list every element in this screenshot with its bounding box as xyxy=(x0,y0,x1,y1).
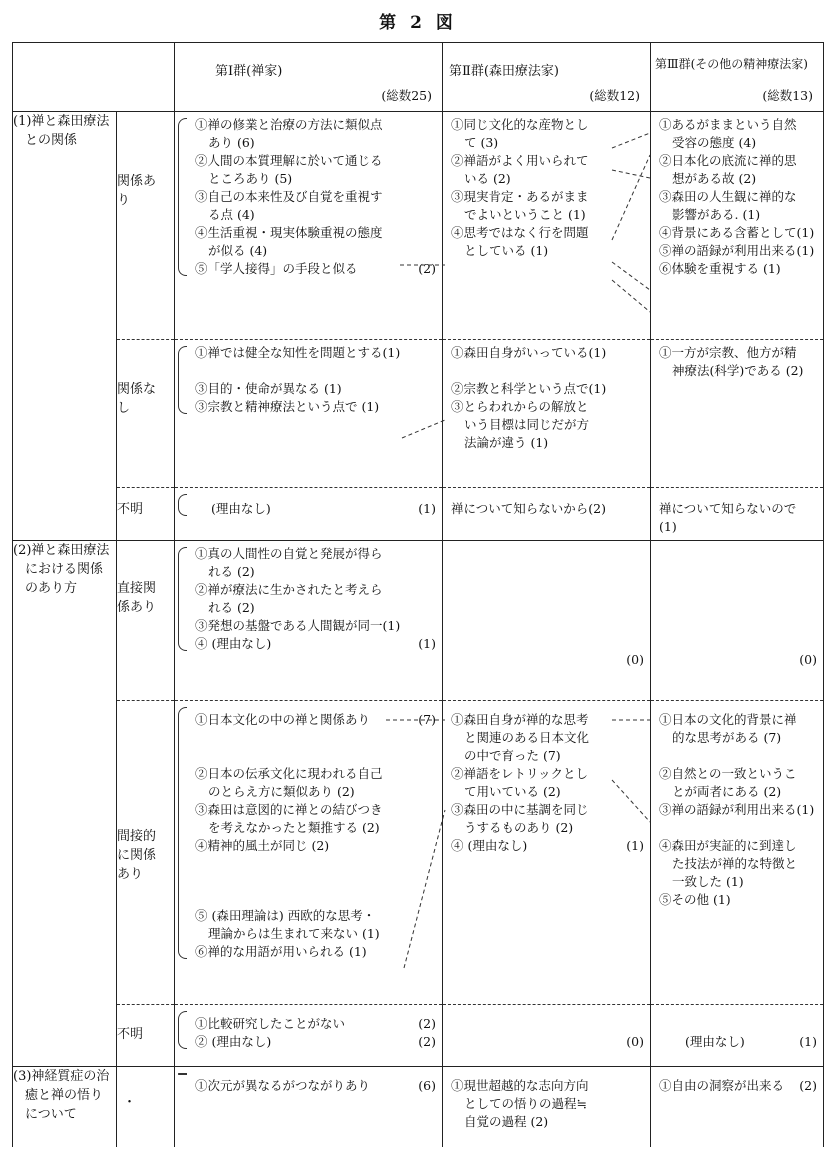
s2-unknown-g1: ①比較研究したことがない (2) ② (理由なし) (2) xyxy=(175,1005,443,1067)
header-group-1: 第Ⅰ群(禅家) (総数25) xyxy=(175,43,443,112)
s1-unknown-g1: (理由なし) (1) xyxy=(175,488,443,541)
s1-related-label: 関係あ り xyxy=(117,112,175,340)
figure-title: 第 2 図 xyxy=(379,13,457,33)
header-group-2: 第Ⅱ群(森田療法家) (総数12) xyxy=(443,43,651,112)
s2-indirect-g2: ①森田自身が禅的な思考 と関連のある日本文化 の中で育った (7) ②禅語をレトリックとし て用いている (2) ③森田の中に基調を同じ うするものあり (2) ④ (理由なし) (1) xyxy=(443,701,651,1005)
s1-related-g3: ①あるがままという自然 受容の態度 (4) ②日本化の底流に禅的思 想がある故 (2) ③森田の人生観に禅的な 影響がある. (1) ④背景にある含蓄として(1) ⑤禅の語録が利用出来る(1) ⑥体験を重視する (1) xyxy=(651,112,824,340)
s2-unknown-row xyxy=(13,1005,824,1067)
s2-indirect-g3: ①日本の文化的背景に禅 的な思考がある (7) ②自然との一致というこ とが両者にある (2) ③禅の語録が利用出来る(1) ④森田が実証的に到達し た技法が禅的な特徴と 一致した (1) ⑤その他 (1) xyxy=(651,701,824,1005)
s1-category: (1)禅と森田療法 との関係 xyxy=(13,112,117,541)
s1-unrelated-g3: ①一方が宗教、他方が精 神療法(科学)である (2) xyxy=(651,340,824,488)
s3-category: (3)神経質症の治 癒と禅の悟り について xyxy=(13,1067,117,1147)
s3-sub: ・ xyxy=(117,1067,175,1147)
s1-unknown-g3: 禅について知らないので (1) xyxy=(651,488,824,541)
s2-direct-g1: ①真の人間性の自覚と発展が得ら れる (2) ②禅が療法に生かされたと考えら れる (2) ③発想の基盤である人間観が同一(1) ④ (理由なし) (1) xyxy=(175,541,443,701)
s2-indirect-g1: ①日本文化の中の禅と関係あり (7) ②日本の伝承文化に現われる自己 のとらえ方に類似あり (2) ③森田は意図的に禅との結びつき を考えなかったと類推する (2) ④精神的風土が同じ (2) ⑤ (森田理論は) 西欧的な思考・ 理論からは生まれて来ない (1) ⑥禅的な用語が用いられる (1) xyxy=(175,701,443,1005)
s2-category: (2)禅と森田療法 における関係 のあり方 xyxy=(13,541,117,1067)
s3-g3: ①自由の洞察が出来る (2) xyxy=(651,1067,824,1147)
header-blank xyxy=(13,43,175,112)
s2-unknown-g2: (0) xyxy=(443,1005,651,1067)
s2-direct-label: 直接関 係あり xyxy=(117,541,175,701)
s2-unknown-g3: (理由なし) (1) xyxy=(651,1005,824,1067)
s2-indirect-label: 間接的 に関係 あり xyxy=(117,701,175,1005)
s1-related-g1: ①禅の修業と治療の方法に類似点 あり (6) ②人間の本質理解に於いて通じる ところあり (5) ③自己の本来性及び自覚を重視す る点 (4) ④生活重視・現実体験重視の態度 が似る (4) ⑤「学人接得」の手段と似る (2) xyxy=(175,112,443,340)
s3-g1: ①次元が異なるがつながりあり (6) xyxy=(175,1067,443,1147)
comparison-table xyxy=(12,42,824,1147)
s1-unknown-label: 不明 xyxy=(117,488,175,541)
header-group-3: 第Ⅲ群(その他の精神療法家) (総数13) xyxy=(651,43,824,112)
s2-direct-g3: (0) xyxy=(651,541,824,701)
s1-unknown-row xyxy=(13,488,824,541)
s3-row xyxy=(13,1067,824,1147)
s3-g2: ①現世超越的な志向方向 としての悟りの過程≒ 自覚の過程 (2) xyxy=(443,1067,651,1147)
s2-indirect-row xyxy=(13,701,824,1005)
s1-unrelated-row xyxy=(13,340,824,488)
s1-related-g2: ①同じ文化的な産物とし て (3) ②禅語がよく用いられて いる (2) ③現実肯定・あるがまま でよいということ (1) ④思考ではなく行を問題 としている (1) xyxy=(443,112,651,340)
s2-unknown-label: 不明 xyxy=(117,1005,175,1067)
s1-unrelated-label: 関係な し xyxy=(117,340,175,488)
s1-unknown-g2: 禅について知らないから(2) xyxy=(443,488,651,541)
header-row xyxy=(13,43,824,112)
s1-unrelated-g1: ①禅では健全な知性を問題とする(1) ③目的・使命が異なる (1) ③宗教と精神療法という点で (1) xyxy=(175,340,443,488)
s2-direct-g2: (0) xyxy=(443,541,651,701)
s1-unrelated-g2: ①森田自身がいっている(1) ②宗教と科学という点で(1) ③とらわれからの解放と いう目標は同じだが方 法論が違う (1) xyxy=(443,340,651,488)
s1-related-row xyxy=(13,112,824,340)
s2-direct-row xyxy=(13,541,824,701)
